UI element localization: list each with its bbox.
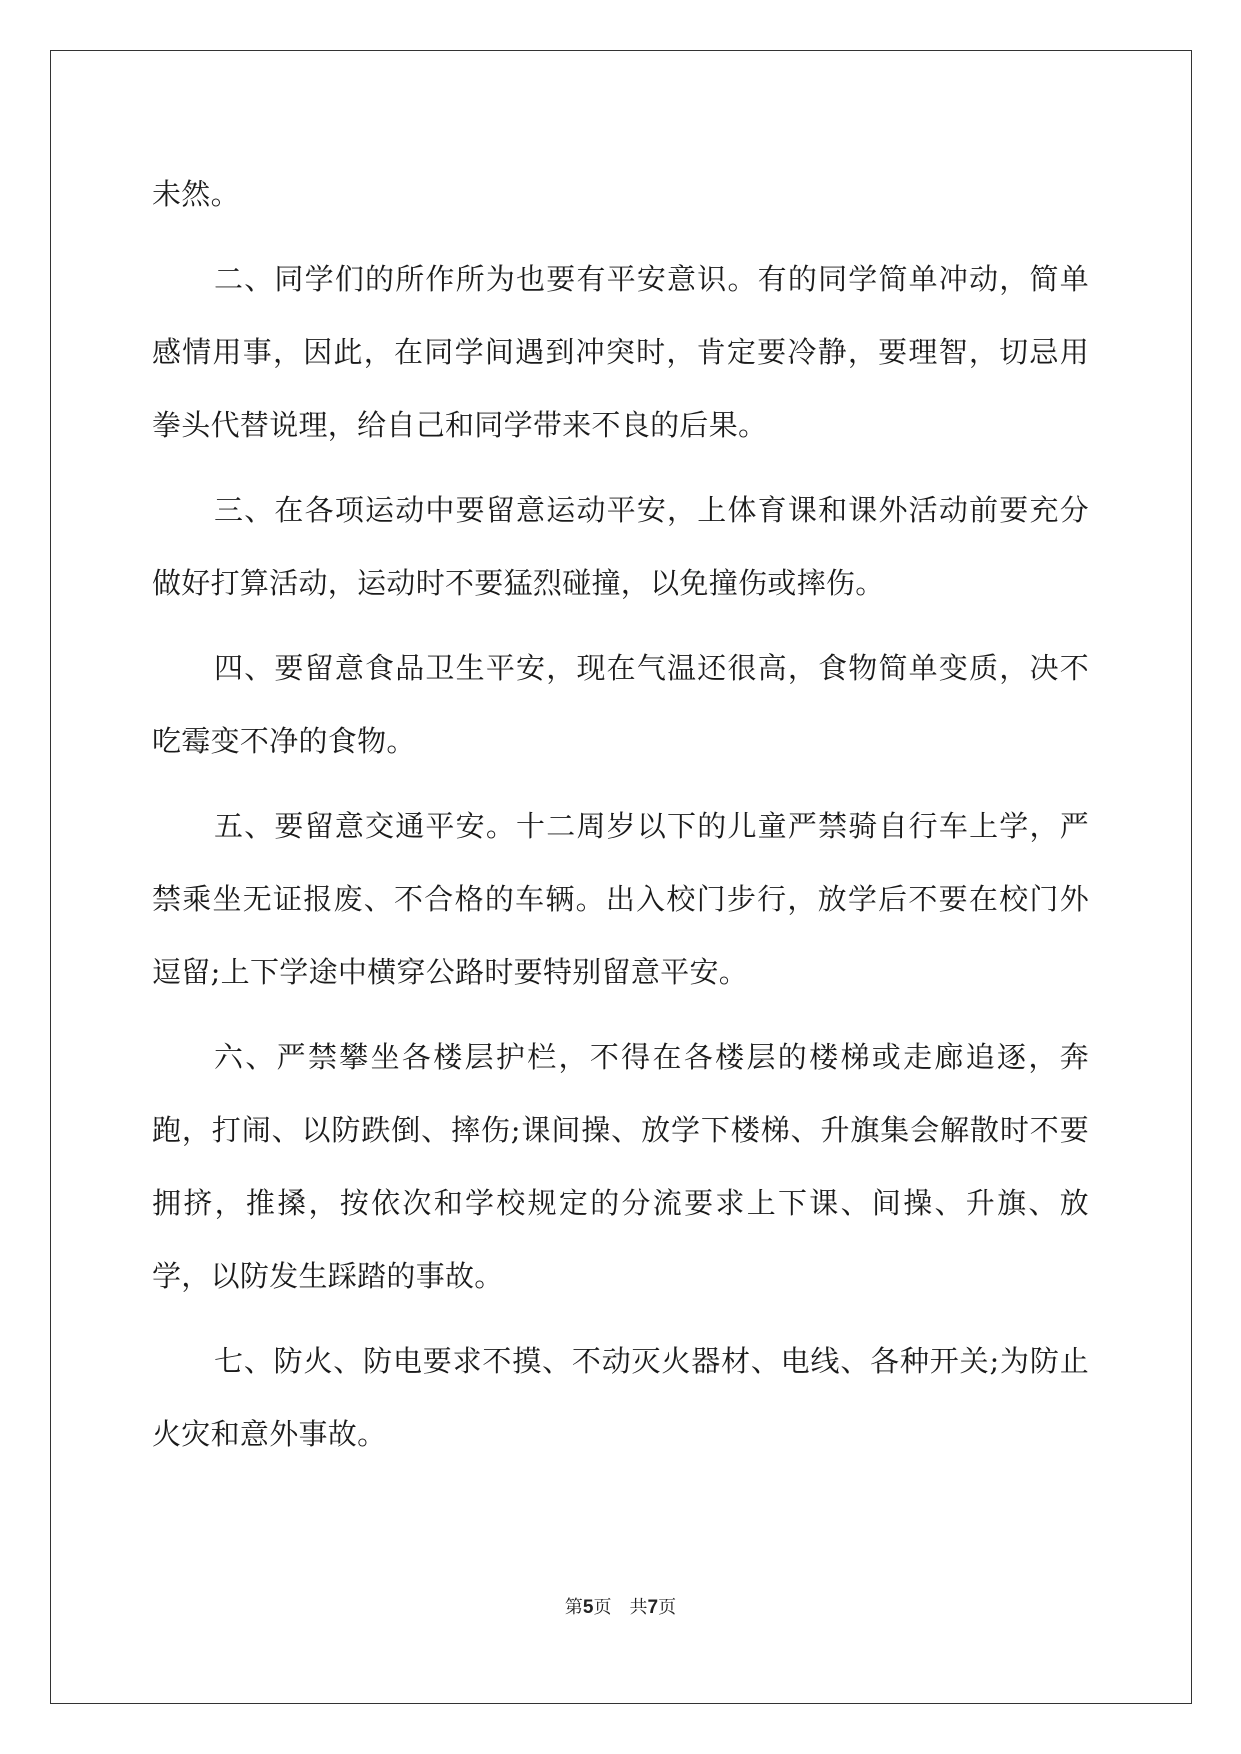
total-prefix: 共: [629, 1597, 648, 1618]
page-suffix: 页: [593, 1597, 612, 1618]
total-pages-number: 7: [647, 1597, 659, 1618]
page-footer: [0, 1593, 1241, 1619]
paragraph-item-3: 三、在各项运动中要留意运动平安，上体育课和课外活动前要充分做好打算活动，运动时不要猛烈碰撞，以免撞伤或摔伤。: [152, 493, 1089, 600]
page-prefix: 第: [564, 1597, 583, 1618]
paragraph-item-2: 二、同学们的所作所为也要有平安意识。有的同学简单冲动，简单感情用事，因此，在同学间遇到冲突时，肯定要冷静，要理智，切忌用拳头代替说理，给自己和同学带来不良的后果。: [152, 262, 1089, 442]
paragraph-item-7: 七、防火、防电要求不摸、不动灭火器材、电线、各种开关;为防止火灾和意外事故。: [152, 1344, 1089, 1451]
paragraph-item-5: 五、要留意交通平安。十二周岁以下的儿童严禁骑自行车上学，严禁乘坐无证报废、不合格的车辆。出入校门步行，放学后不要在校门外逗留;上下学途中横穿公路时要特别留意平安。: [152, 809, 1089, 989]
document-body: [152, 158, 1089, 1483]
paragraph-item-4: 四、要留意食品卫生平安，现在气温还很高，食物简单变质，决不吃霉变不净的食物。: [152, 651, 1089, 758]
paragraph-item-6: 六、严禁攀坐各楼层护栏，不得在各楼层的楼梯或走廊追逐，奔跑，打闹、以防跌倒、摔伤;课间操、放学下楼梯、升旗集会解散时不要拥挤，推搡，按依次和学校规定的分流要求上下课、间操、升旗、放学，以防发生踩踏的事故。: [152, 1040, 1089, 1293]
current-page-number: 5: [582, 1597, 594, 1618]
total-suffix: 页: [658, 1597, 677, 1618]
paragraph-continuation: 未然。: [152, 177, 240, 211]
